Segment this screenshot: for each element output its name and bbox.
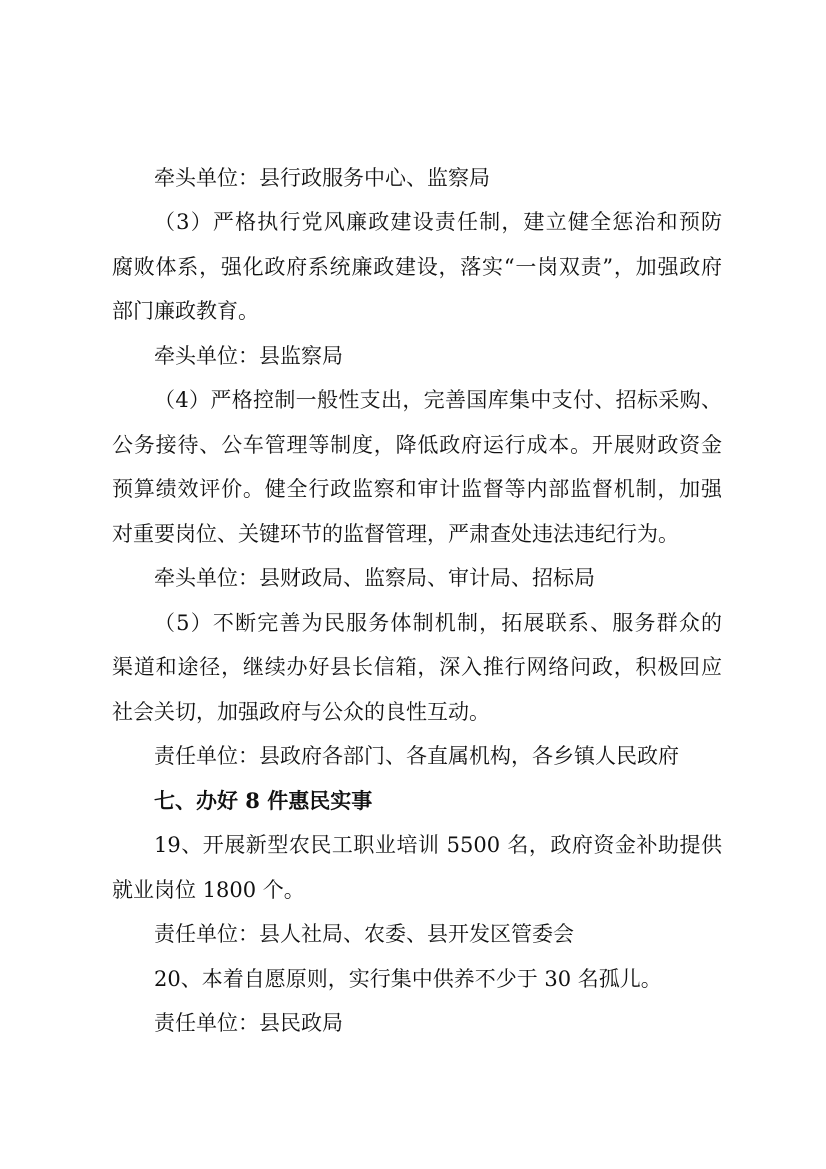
responsible-unit-line: 责任单位：县民政局 xyxy=(154,1011,343,1035)
responsible-unit-line: 责任单位：县人社局、农委、县开发区管委会 xyxy=(154,922,574,946)
item-4-paragraph-line: 对重要岗位、关键环节的监督管理，严肃查处违法违纪行为。 xyxy=(112,522,679,546)
section-heading: 七、办好 8 件惠民实事 xyxy=(154,788,373,813)
item-4-paragraph-line: （4）严格控制一般性支出，完善国库集中支付、招标采购、 xyxy=(154,388,722,412)
item-5-paragraph-line: 渠道和途径，继续办好县长信箱，深入推行网络问政，积极回应 xyxy=(112,655,722,679)
item-3-paragraph-line: （3）严格执行党风廉政建设责任制，建立健全惩治和预防 xyxy=(154,210,722,234)
item-4-paragraph-line: 公务接待、公车管理等制度，降低政府运行成本。开展财政资金 xyxy=(112,433,722,457)
item-20-paragraph-line: 20、本着自愿原则，实行集中供养不少于 30 名孤儿。 xyxy=(154,967,662,991)
item-3-paragraph-line: 腐败体系，强化政府系统廉政建设，落实“一岗双责”，加强政府 xyxy=(112,255,722,279)
lead-unit-line: 牵头单位：县行政服务中心、监察局 xyxy=(154,166,490,190)
lead-unit-line: 牵头单位：县监察局 xyxy=(154,344,343,368)
lead-unit-line: 牵头单位：县财政局、监察局、审计局、招标局 xyxy=(154,566,595,590)
item-5-paragraph-line: （5）不断完善为民服务体制机制，拓展联系、服务群众的 xyxy=(154,611,722,635)
responsible-unit-line: 责任单位：县政府各部门、各直属机构，各乡镇人民政府 xyxy=(154,744,679,768)
item-19-paragraph-line: 就业岗位 1800 个。 xyxy=(112,878,305,902)
item-3-paragraph-line: 部门廉政教育。 xyxy=(112,299,259,323)
item-19-paragraph-line: 19、开展新型农民工职业培训 5500 名，政府资金补助提供 xyxy=(154,833,722,857)
item-5-paragraph-line: 社会关切，加强政府与公众的良性互动。 xyxy=(112,700,490,724)
item-4-paragraph-line: 预算绩效评价。健全行政监察和审计监督等内部监督机制，加强 xyxy=(112,477,722,501)
